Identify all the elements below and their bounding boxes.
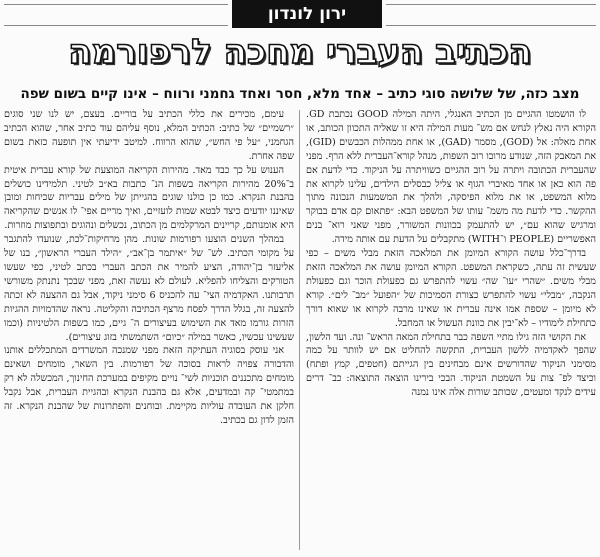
article-column-left bbox=[4, 108, 294, 428]
paragraph: לו הושמטו ההגיים מן הכתיב האנגלי, היתה המילה GOOD נכתבת GD. הקורא היה נאלץ לנחש אם מש־ מעות המילה היא זו שאליה התכוון הכותב, או אחת מאלה: אל (GOD), מסמר (GAD), או אחת ממהלות הכבשים (GID), את המאבק הזה, שנודע מרובו רוב השפות, מנהל קורא־העברית ללא הרף. מפני שהעברית הכתובה ויתרה על רוב ההגיים כשוויתרה על הניקוד. כדי לדעת אם פה הוא כאן או אחד מאיברי הגוף או צליל כבסלים הילדים, עלינו לקרוא את מלוא המשפט, או את מלוא הפיסקה, ולהלך את המשמעות הנכונה מתוך ההקשר. כדי לדעת מה משמ־ עותו של המשפט הבא: ״פתאום קם אדם בבוקר ומרגיש שהוא עם״, יש להתעמק בכוונות המשורר, מפני שאני רוא־ בנים האפשריים (PEOPLE ו־WITH) מתקבלים על הדעת עם אותה מידה. bbox=[306, 109, 596, 246]
paragraph: בדרך־כלל עושה הקורא המיומן את המלאכה הזאת מבלי משים – כפי שעשית זה עתה, כשקראת המשפט. הקורא המיומן עושה את המלאכה הזאת מבלי משים. ״שהרי ״עו־ שה״ עשוי להתפרש גם כפעולת הוכר וגם כפעולת הנקבה, ״מבלי״ עשוי להתפרש כצורת הסמיכות של ״הפועל ״מב־ לים״. קורא לא מיומן – שספת אמו אינה עברית או שאינו מרבה לקרוא או שאוא דורך כתחילת לימודיו – לא־יבין את כוונת העשול או המחבל. bbox=[306, 248, 596, 329]
paragraph: את הקושי הזה גילו מתיי השפה כבר בתחילת המאה הראש־ ונה. ועד הלשון, שהפך לאקדמיה ללשון העברית, התקשה להחליט אם יש לוותר על כמה מסימני הניקוד שהדורשים אינם מבחינים בין הגייתם (חטפים, קמץ ופתח) וכיצד לפ־ צות על השמטת הניקוד. הבכי בירינו הוצאה התוצאה: כב־ דרים עידים לנקד ומעטים, שכותב שורות אלה אינו נמנה bbox=[306, 331, 596, 399]
column-divider bbox=[299, 110, 300, 550]
author-byline: ירון לונדון bbox=[232, 0, 382, 28]
byline-rule-left bbox=[4, 4, 228, 26]
byline-rule-right bbox=[386, 4, 596, 26]
paragraph: אני עוסק בסוגיה העתיקה הזאת מפני שמנכה המשרדים המתכללים אותנו והדבורה צפויה לראות בסוכה של רפורמות. בין השאר, מומחים ושאינם מומחים מתכננים תוכניות לשי־ נויים מקיפים במערכת החינוך, המכשלה לא רק במתמטי־ קה ובמדעים, אלא גם בהבנת הנקרא ובהגיית העברית, אבל נקבל חלקן את העובדה עוליות מקיימת. ובוחנים והפתרונות של שהבנת הנקרא. זה הזמן לדון גם בכתיב. bbox=[4, 345, 294, 426]
paragraph: במהלך השנים הוצעו רפורמות שונות. מהן מרחיקות־לכת, שנועדו להתגבר על מקומי הכתיב. לש־ של ״איתמר בן־אב״, ״הילד העברי הראשון״, בנו של אליעזר בן־יהודה, הציע להמיר את הכתב העברי בכתב לטיני, כפי שעשו הטורקים והצליחו להפליא. לעולם לא נעשה זאת, מפני שבכך נתנתק משורשי תרבותנו. האקדמיה הצי־ עה להכניס 6 סימני ניקוד, אבל גם ההצעה לא זכתה להצעה זה, בגלל הדרך לפסח מרצף הכתיבה והקליטה. נראה שהדמויות ההגיות הזרות גורמו מאד את השימוש בעיצורים ה־ גיים, כמו בשפות הלטיניות (וכמו שעשינו עכשיו, כאשר במילה ״כיום״ השתמשתי בזוג עיצורים). bbox=[4, 234, 295, 343]
article-column-right bbox=[306, 108, 596, 400]
paragraph: עימם, מכירים את כללי הכתיב על בוריים. בעצם, יש לנו שני סוגים ״רשמיים״ של כתיב: הכתיב המלא, נוסף עליהם עוד כתיב אחר, שהוא הכתיב הגחמני, ״על פי החש״, שהוא הרווח. למיטב ידיעתי אין תופעה כזאת בשום שפה אחרת. bbox=[4, 109, 294, 162]
article-headline: הכתיב העברי מחכה לרפורמה bbox=[68, 32, 532, 72]
paragraph: הענוש על כך כבד מאד. מהירות הקריאה המוצעת של קורא עברית איטית ב־20% מהירות הקריאה בשפות הנ־ כתבות בא״ב לטיני. תלמידינו כושלים בהבנת הנקרא. כמו כן כולנו שוגים בהגייתן של מילים עבריות שכיחות ומובן שאיננו יודעים כיצד לבטא שמות לועזיים, ואיך מריים אפי־ לו אנשים שהקריאה היא אומנותם, קריינים המרקלמים מן הכתוב, נכשלים ונהוגים ובתפוצות מוזרות. bbox=[4, 164, 294, 232]
article-subtitle: מצב כזה, של שלושה סוגי כתיב – אחד מלא, חסר ואחד גחמני ורווח – אינו קיים בשום שפה bbox=[20, 86, 580, 102]
